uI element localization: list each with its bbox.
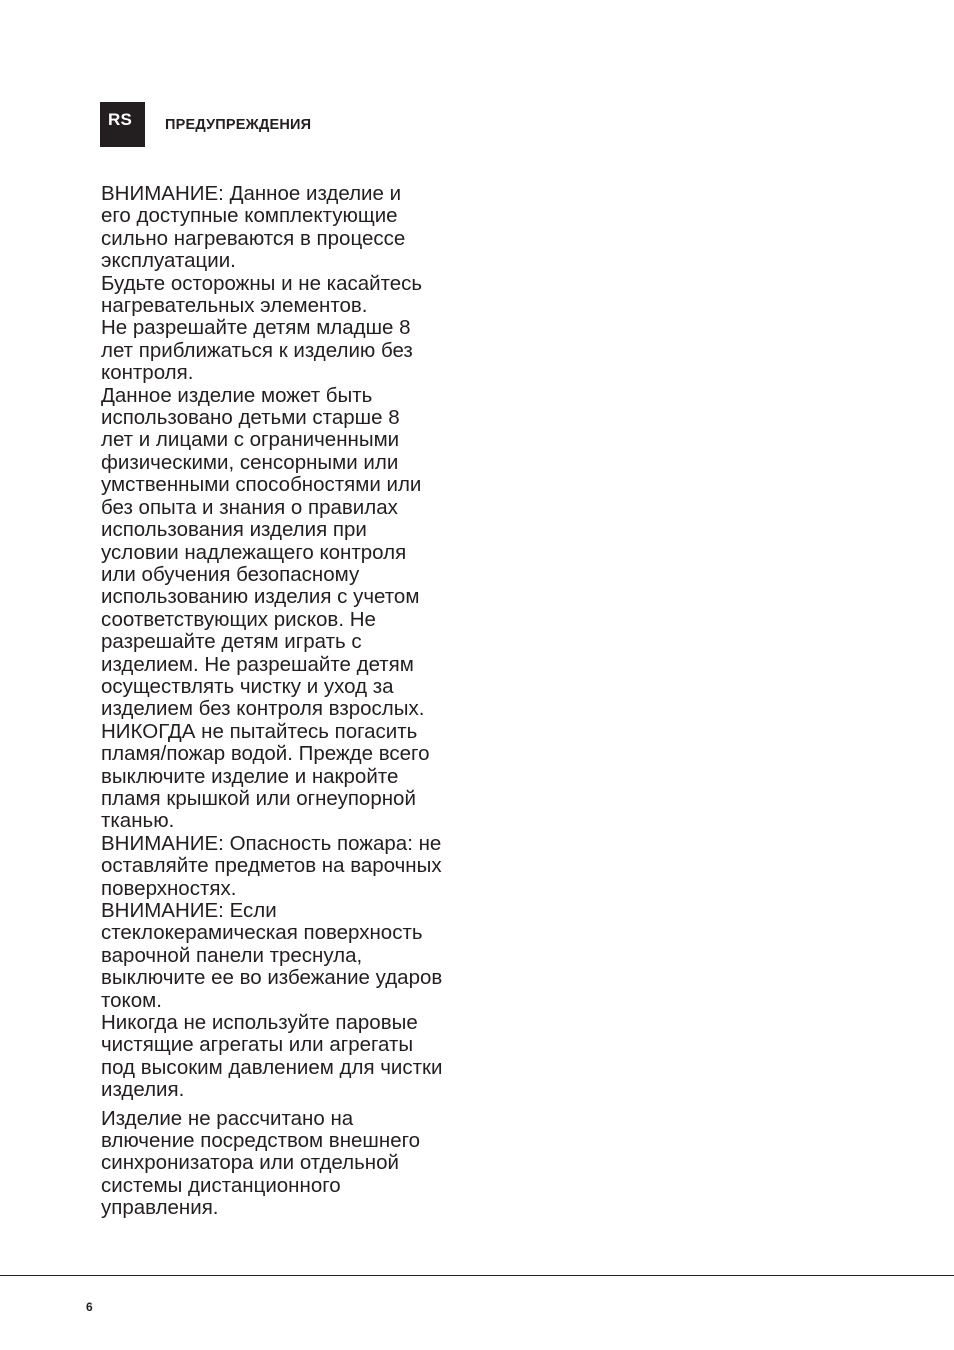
text-line: выключите ее во избежание ударов — [101, 966, 443, 990]
text-line: изделием без контроля взрослых. — [101, 697, 425, 721]
text-line: нагревательных элементов. — [101, 294, 368, 318]
text-line: Не разрешайте детям младше 8 — [101, 316, 411, 340]
text-line: ВНИМАНИЕ: Опасность пожара: не — [101, 831, 442, 855]
text-line: соответствующих рисков. Не — [101, 607, 376, 631]
text-line: стеклокерамическая поверхность — [101, 921, 423, 945]
text-line: или обучения безопасному — [101, 562, 360, 586]
page-number: 6 — [86, 1300, 93, 1314]
section-title: ПРЕДУПРЕЖДЕНИЯ — [165, 117, 312, 133]
text-line: эксплуатации. — [101, 249, 236, 273]
footer-divider — [0, 1275, 954, 1276]
text-line: синхронизатора или отдельной — [101, 1151, 399, 1175]
text-line: осуществлять чистку и уход за — [101, 674, 394, 698]
text-line: изделия. — [101, 1078, 185, 1102]
text-line: управления. — [101, 1196, 219, 1220]
text-line: использования изделия при — [101, 518, 367, 542]
text-line: лет приближаться к изделию без — [101, 338, 413, 362]
warnings-text — [101, 183, 486, 1220]
text-line: тканью. — [101, 809, 175, 833]
text-line: влючение посредством внешнего — [101, 1129, 421, 1153]
text-line: Данное изделие может быть — [101, 383, 373, 407]
text-line: Изделие не рассчитано на — [101, 1106, 354, 1130]
text-line: физическими, сенсорными или — [101, 450, 399, 474]
text-line: под высоким давлением для чистки — [101, 1055, 443, 1079]
text-line: чистящие агрегаты или агрегаты — [101, 1033, 414, 1057]
text-line: системы дистанционного — [101, 1173, 341, 1197]
text-line: без опыта и знания о правилах — [101, 495, 398, 519]
text-line: оставляйте предметов на варочных — [101, 854, 442, 878]
text-line: НИКОГДА не пытайтесь погасить — [101, 719, 418, 743]
text-line: разрешайте детям играть с — [101, 630, 362, 654]
text-line: током. — [101, 988, 162, 1012]
text-line: умственными способностями или — [101, 473, 422, 497]
text-line: ВНИМАНИЕ: Если — [101, 899, 277, 922]
text-line: сильно нагреваются в процессе — [101, 226, 406, 250]
text-line: поверхностях. — [101, 876, 237, 900]
text-line: условии надлежащего контроля — [101, 540, 407, 564]
text-line: Никогда не используйте паровые — [101, 1011, 418, 1035]
text-line: его доступные комплектующие — [101, 204, 398, 228]
text-line: пламя крышкой или огнеупорной — [101, 786, 416, 810]
text-line: лет и лицами с ограниченными — [101, 428, 400, 452]
text-line: варочной панели треснула, — [101, 943, 363, 967]
text-line: ВНИМАНИЕ: Данное изделие и — [101, 182, 402, 205]
text-line: изделием. Не разрешайте детям — [101, 652, 414, 676]
text-line: выключите изделие и накройте — [101, 764, 399, 788]
language-badge: RS — [100, 102, 145, 147]
text-line: пламя/пожар водой. Прежде всего — [101, 742, 430, 766]
text-line: Будьте осторожны и не касайтесь — [101, 271, 423, 295]
text-line: использовано детьми старше 8 — [101, 406, 400, 430]
text-line: использованию изделия с учетом — [101, 585, 420, 609]
text-line: контроля. — [101, 361, 194, 385]
